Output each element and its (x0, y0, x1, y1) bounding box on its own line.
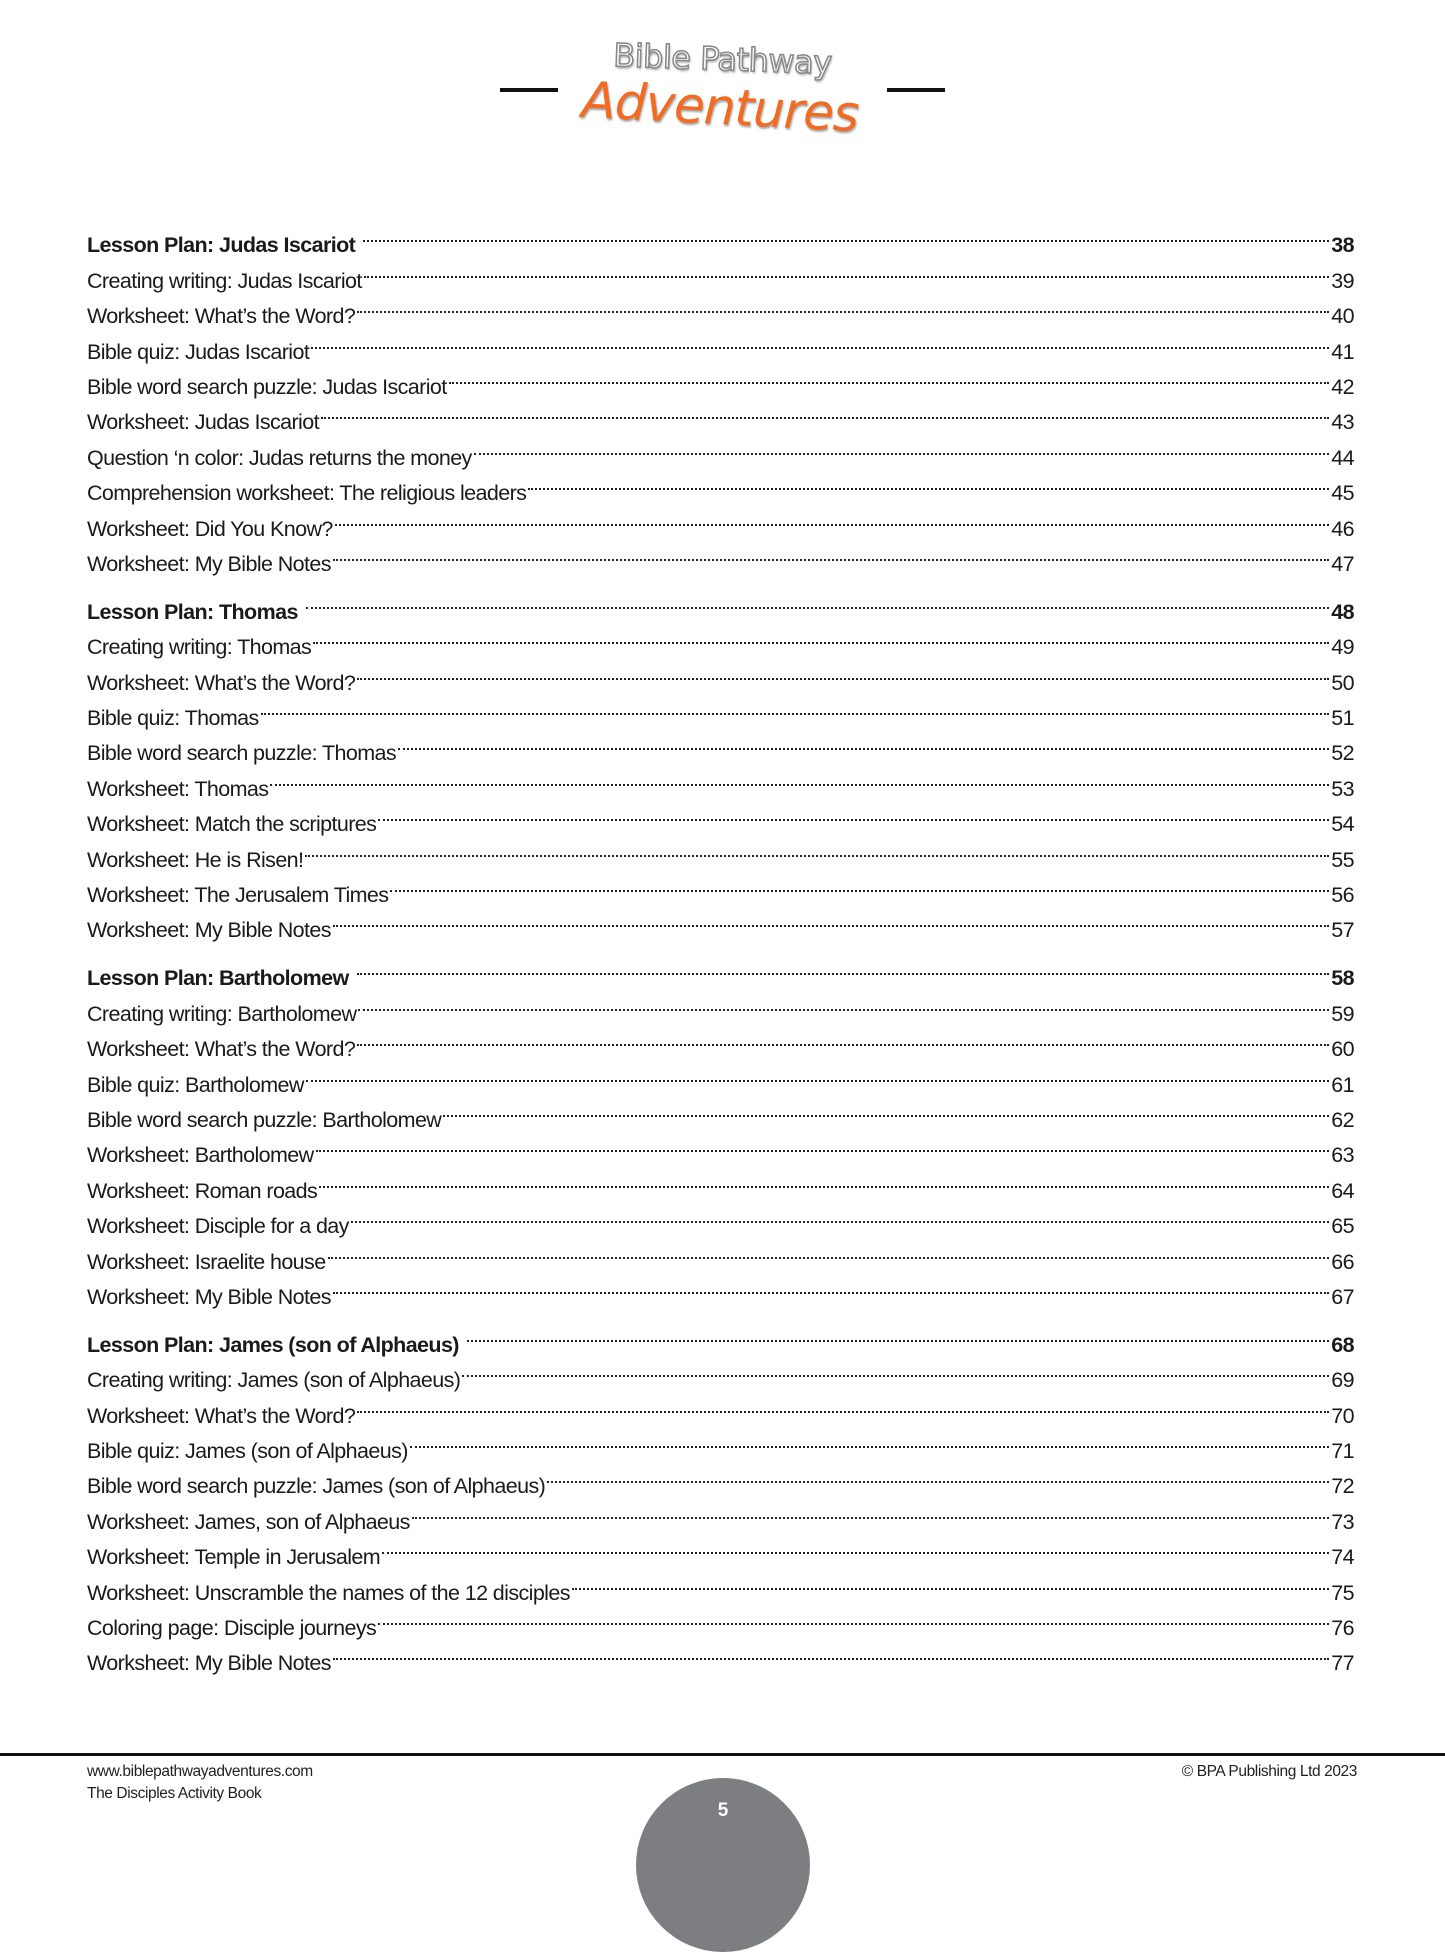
dot-leader (378, 796, 1329, 831)
dot-leader (328, 1233, 1330, 1268)
toc-entry-title: Worksheet: James, son of Alphaeus (87, 1509, 410, 1534)
toc-entry-title: Worksheet: Bartholomew (87, 1143, 314, 1168)
toc-page-number: 48 (1331, 599, 1354, 624)
toc-section (87, 950, 1354, 1309)
dot-leader (321, 394, 1329, 429)
toc-page-number: 52 (1331, 741, 1354, 766)
toc-entry-title: Worksheet: My Bible Notes (87, 1651, 331, 1676)
dot-leader (351, 1198, 1329, 1233)
toc-page-number: 54 (1331, 812, 1354, 837)
toc-entry-title: Lesson Plan: James (son of Alphaeus) (87, 1332, 459, 1357)
dot-leader (306, 1056, 1329, 1091)
toc-entry-title: Creating writing: Bartholomew (87, 1001, 357, 1026)
logo-text-bible-pathway: Bible Pathway (612, 36, 833, 82)
toc-entry-title: Bible word search puzzle: Thomas (87, 741, 397, 766)
toc-page-number: 51 (1331, 706, 1354, 731)
dot-leader (467, 1317, 1329, 1352)
toc-entry-title: Coloring page: Disciple journeys (87, 1616, 377, 1641)
toc-entry-title: Worksheet: Thomas (87, 776, 269, 801)
toc-entry-title: Lesson Plan: Bartholomew (87, 966, 349, 991)
toc-lesson-heading[interactable] (87, 217, 1354, 258)
toc-page-number: 74 (1331, 1545, 1354, 1570)
toc-page-number: 73 (1331, 1509, 1354, 1534)
toc-page-number: 50 (1331, 670, 1354, 695)
toc-section (87, 217, 1354, 576)
dot-leader (333, 1269, 1329, 1304)
dot-leader (333, 536, 1329, 571)
footer-divider (0, 1753, 1445, 1756)
dot-leader (528, 465, 1329, 500)
toc-entry-title: Worksheet: Temple in Jerusalem (87, 1545, 381, 1570)
toc-entry[interactable] (87, 760, 1354, 801)
toc-page-number: 68 (1331, 1332, 1354, 1357)
toc-page-number: 45 (1331, 481, 1354, 506)
dot-leader (410, 1423, 1329, 1458)
dot-leader (357, 950, 1330, 985)
toc-entry-title: Worksheet: Did You Know? (87, 516, 333, 541)
dot-leader (357, 1387, 1329, 1422)
dot-leader (390, 867, 1329, 902)
logo-divider-right (887, 88, 945, 92)
toc-entry-title: Creating writing: James (son of Alphaeus) (87, 1368, 461, 1393)
toc-page-number: 64 (1331, 1178, 1354, 1203)
dot-leader (398, 725, 1329, 760)
dot-leader (319, 1162, 1329, 1197)
toc-page-number: 57 (1331, 918, 1354, 943)
toc-page-number: 63 (1331, 1143, 1354, 1168)
dot-leader (335, 500, 1330, 535)
toc-lesson-heading[interactable] (87, 1317, 1354, 1357)
toc-page-number: 40 (1331, 304, 1354, 329)
brand-logo (0, 0, 1445, 150)
toc-entry[interactable] (87, 690, 1354, 731)
toc-page-number: 70 (1331, 1403, 1354, 1428)
toc-page-number: 53 (1331, 776, 1354, 801)
toc-page-number: 56 (1331, 883, 1354, 908)
toc-page-number: 76 (1331, 1616, 1354, 1641)
toc-page-number: 43 (1331, 410, 1354, 435)
footer-copyright: © BPA Publishing Ltd 2023 (1181, 1763, 1357, 1780)
toc-page-number: 67 (1331, 1284, 1354, 1309)
logo-divider-left (500, 88, 558, 92)
dot-leader (357, 288, 1329, 323)
toc-entry-title: Worksheet: My Bible Notes (87, 551, 331, 576)
toc-page-number: 42 (1331, 374, 1354, 399)
toc-page-number: 59 (1331, 1001, 1354, 1026)
toc-entry-title: Worksheet: He is Risen! (87, 847, 304, 872)
toc-entry-title: Question ‘n color: Judas returns the money (87, 445, 472, 470)
toc-page-number: 44 (1331, 445, 1354, 470)
toc-entry-title: Bible word search puzzle: Bartholomew (87, 1107, 442, 1132)
toc-entry-title: Creating writing: Judas Iscariot (87, 268, 362, 293)
toc-entry-title: Worksheet: Judas Iscariot (87, 410, 319, 435)
toc-entry-title: Worksheet: My Bible Notes (87, 918, 331, 943)
footer-book-title: The Disciples Activity Book (87, 1785, 262, 1802)
toc-page-number: 47 (1331, 551, 1354, 576)
toc-page-number: 55 (1331, 847, 1354, 872)
dot-leader (333, 1635, 1329, 1670)
toc-entry-title: Comprehension worksheet: The religious leaders (87, 481, 527, 506)
dot-leader (572, 1564, 1329, 1599)
toc-entry-title: Worksheet: Unscramble the names of the 12 disciples (87, 1580, 570, 1605)
toc-entry-title: Creating writing: Thomas (87, 635, 312, 660)
dot-leader (364, 252, 1330, 287)
toc-page-number: 77 (1331, 1651, 1354, 1676)
toc-entry-title: Bible word search puzzle: Judas Iscariot (87, 374, 447, 399)
dot-leader (306, 584, 1329, 619)
toc-entry-title: Worksheet: Match the scriptures (87, 812, 377, 837)
toc-section (87, 1317, 1354, 1676)
dot-leader (547, 1458, 1329, 1493)
toc-entry[interactable] (87, 796, 1354, 837)
toc-page-number: 41 (1331, 339, 1354, 364)
toc-page-number: 58 (1331, 966, 1354, 991)
page-number-badge (636, 1778, 810, 1952)
toc-entry-title: Bible quiz: Bartholomew (87, 1072, 304, 1097)
toc-entry-title: Worksheet: My Bible Notes (87, 1284, 331, 1309)
page-number: 5 (717, 1800, 729, 1821)
dot-leader (270, 760, 1329, 795)
dot-leader (358, 985, 1329, 1020)
toc-entry-title: Worksheet: What’s the Word? (87, 670, 356, 695)
logo-text-adventures: Adventures (580, 70, 860, 144)
toc-entry-title: Worksheet: Roman roads (87, 1178, 318, 1203)
toc-page-number: 66 (1331, 1249, 1354, 1274)
toc-page-number: 49 (1331, 635, 1354, 660)
toc-page-number: 65 (1331, 1214, 1354, 1239)
dot-leader (357, 1021, 1329, 1056)
dot-leader (261, 690, 1330, 725)
toc-entry-title: Bible quiz: Judas Iscariot (87, 339, 310, 364)
toc-entry-title: Worksheet: What’s the Word? (87, 1403, 356, 1428)
dot-leader (333, 902, 1329, 937)
dot-leader (313, 619, 1329, 654)
dot-leader (311, 323, 1329, 358)
dot-leader (357, 654, 1329, 689)
toc-entry-title: Bible word search puzzle: James (son of Alphaeus) (87, 1474, 546, 1499)
toc-lesson-heading[interactable] (87, 584, 1354, 624)
dot-leader (474, 429, 1330, 464)
toc-page-number: 62 (1331, 1107, 1354, 1132)
toc-page-number: 61 (1331, 1072, 1354, 1097)
toc-entry-title: Worksheet: Disciple for a day (87, 1214, 349, 1239)
dot-leader (443, 1092, 1329, 1127)
toc-page-number: 46 (1331, 516, 1354, 541)
toc-entry-title: Worksheet: What’s the Word? (87, 304, 356, 329)
toc-page-number: 75 (1331, 1580, 1354, 1605)
dot-leader (449, 359, 1330, 394)
dot-leader (382, 1529, 1329, 1564)
toc-entry-title: Bible quiz: James (son of Alphaeus) (87, 1439, 408, 1464)
dot-leader (363, 217, 1329, 252)
table-of-contents (87, 217, 1354, 1683)
toc-page-number: 39 (1331, 268, 1354, 293)
dot-leader (316, 1127, 1330, 1162)
toc-section (87, 584, 1354, 943)
toc-page-number: 72 (1331, 1474, 1354, 1499)
toc-entry-title: Lesson Plan: Thomas (87, 599, 298, 624)
toc-page-number: 38 (1331, 233, 1354, 258)
toc-entry[interactable] (87, 725, 1354, 766)
toc-entry-title: Worksheet: Israelite house (87, 1249, 326, 1274)
dot-leader (378, 1600, 1329, 1635)
toc-page-number: 69 (1331, 1368, 1354, 1393)
toc-entry-title: Worksheet: What’s the Word? (87, 1037, 356, 1062)
footer-left (87, 1761, 313, 1805)
toc-entry-title: Worksheet: The Jerusalem Times (87, 883, 389, 908)
footer-website: www.biblepathwayadventures.com (87, 1763, 313, 1780)
toc-entry-title: Bible quiz: Thomas (87, 706, 259, 731)
toc-page-number: 71 (1331, 1439, 1354, 1464)
dot-leader (462, 1352, 1329, 1387)
toc-lesson-heading[interactable] (87, 950, 1354, 991)
dot-leader (412, 1493, 1329, 1528)
toc-entry-title: Lesson Plan: Judas Iscariot (87, 233, 356, 258)
toc-page-number: 60 (1331, 1037, 1354, 1062)
dot-leader (305, 831, 1329, 866)
